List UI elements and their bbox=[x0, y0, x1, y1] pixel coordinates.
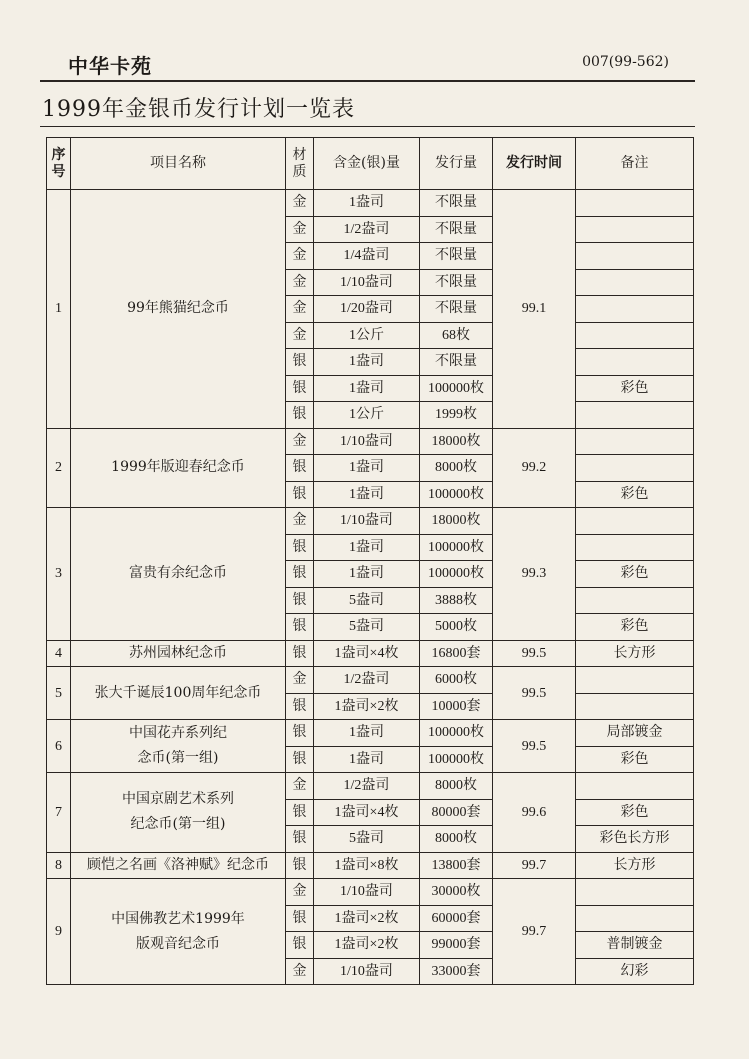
quantity-cell: 18000枚 bbox=[420, 428, 493, 455]
note-cell bbox=[576, 296, 694, 323]
item-name-cell: 苏州园林纪念币 bbox=[71, 640, 286, 667]
issue-date-cell: 99.5 bbox=[493, 667, 576, 720]
material-cell: 银 bbox=[286, 455, 314, 482]
quantity-cell: 不限量 bbox=[420, 269, 493, 296]
material-cell: 银 bbox=[286, 826, 314, 853]
note-cell bbox=[576, 428, 694, 455]
material-cell: 银 bbox=[286, 720, 314, 747]
quantity-cell: 3888枚 bbox=[420, 587, 493, 614]
issue-date-cell: 99.7 bbox=[493, 879, 576, 985]
material-cell: 银 bbox=[286, 693, 314, 720]
note-cell: 彩色 bbox=[576, 375, 694, 402]
weight-cell: 1盎司 bbox=[314, 561, 420, 588]
note-cell bbox=[576, 349, 694, 376]
note-cell: 彩色 bbox=[576, 481, 694, 508]
material-cell: 银 bbox=[286, 640, 314, 667]
weight-cell: 1/10盎司 bbox=[314, 958, 420, 985]
header-material: 材质 bbox=[286, 138, 314, 190]
note-cell: 彩色 bbox=[576, 561, 694, 588]
quantity-cell: 100000枚 bbox=[420, 720, 493, 747]
material-cell: 银 bbox=[286, 799, 314, 826]
item-name-cell: 中国花卉系列纪念币(第一组) bbox=[71, 720, 286, 773]
title-divider bbox=[40, 126, 695, 127]
item-name-cell: 中国京剧艺术系列纪念币(第一组) bbox=[71, 773, 286, 853]
note-cell bbox=[576, 905, 694, 932]
note-cell bbox=[576, 508, 694, 535]
quantity-cell: 不限量 bbox=[420, 216, 493, 243]
item-name-cell: 富贵有余纪念币 bbox=[71, 508, 286, 641]
table-row bbox=[47, 720, 694, 747]
material-cell: 金 bbox=[286, 667, 314, 694]
brand-label: 中华卡苑 bbox=[68, 54, 152, 78]
note-cell bbox=[576, 243, 694, 270]
material-cell: 银 bbox=[286, 534, 314, 561]
material-cell: 银 bbox=[286, 587, 314, 614]
table-row bbox=[47, 667, 694, 694]
issue-date-cell: 99.1 bbox=[493, 190, 576, 429]
quantity-cell: 不限量 bbox=[420, 243, 493, 270]
material-cell: 银 bbox=[286, 932, 314, 959]
note-cell bbox=[576, 322, 694, 349]
weight-cell: 1盎司 bbox=[314, 349, 420, 376]
weight-cell: 1盎司×4枚 bbox=[314, 799, 420, 826]
table-row bbox=[47, 773, 694, 800]
weight-cell: 1盎司 bbox=[314, 190, 420, 217]
note-cell bbox=[576, 879, 694, 906]
quantity-cell: 8000枚 bbox=[420, 455, 493, 482]
table-header-row bbox=[47, 138, 694, 190]
weight-cell: 1/4盎司 bbox=[314, 243, 420, 270]
weight-cell: 1公斤 bbox=[314, 402, 420, 429]
quantity-cell: 10000套 bbox=[420, 693, 493, 720]
quantity-cell: 不限量 bbox=[420, 190, 493, 217]
material-cell: 金 bbox=[286, 190, 314, 217]
weight-cell: 1盎司 bbox=[314, 720, 420, 747]
quantity-cell: 8000枚 bbox=[420, 826, 493, 853]
quantity-cell: 80000套 bbox=[420, 799, 493, 826]
header-no: 序号 bbox=[47, 138, 71, 190]
issue-date-cell: 99.2 bbox=[493, 428, 576, 508]
item-name-cell: 张大千诞辰100周年纪念币 bbox=[71, 667, 286, 720]
quantity-cell: 100000枚 bbox=[420, 481, 493, 508]
weight-cell: 1/2盎司 bbox=[314, 773, 420, 800]
note-cell bbox=[576, 455, 694, 482]
note-cell: 长方形 bbox=[576, 640, 694, 667]
item-no-cell: 5 bbox=[47, 667, 71, 720]
weight-cell: 1盎司 bbox=[314, 375, 420, 402]
weight-cell: 1盎司×2枚 bbox=[314, 932, 420, 959]
note-cell: 幻彩 bbox=[576, 958, 694, 985]
quantity-cell: 100000枚 bbox=[420, 746, 493, 773]
note-cell bbox=[576, 693, 694, 720]
material-cell: 金 bbox=[286, 428, 314, 455]
header-name: 项目名称 bbox=[71, 138, 286, 190]
issue-plan-table bbox=[46, 137, 694, 985]
material-cell: 金 bbox=[286, 773, 314, 800]
note-cell bbox=[576, 667, 694, 694]
weight-cell: 1盎司×4枚 bbox=[314, 640, 420, 667]
table-row bbox=[47, 190, 694, 217]
weight-cell: 5盎司 bbox=[314, 587, 420, 614]
note-cell bbox=[576, 216, 694, 243]
quantity-cell: 30000枚 bbox=[420, 879, 493, 906]
material-cell: 金 bbox=[286, 216, 314, 243]
header-quantity: 发行量 bbox=[420, 138, 493, 190]
document-code: 007(99-562) bbox=[582, 54, 669, 70]
material-cell: 金 bbox=[286, 322, 314, 349]
quantity-cell: 18000枚 bbox=[420, 508, 493, 535]
note-cell: 彩色长方形 bbox=[576, 826, 694, 853]
weight-cell: 1盎司 bbox=[314, 481, 420, 508]
table-row bbox=[47, 428, 694, 455]
note-cell bbox=[576, 190, 694, 217]
issue-date-cell: 99.3 bbox=[493, 508, 576, 641]
note-cell: 彩色 bbox=[576, 799, 694, 826]
item-no-cell: 3 bbox=[47, 508, 71, 641]
quantity-cell: 不限量 bbox=[420, 296, 493, 323]
weight-cell: 1/20盎司 bbox=[314, 296, 420, 323]
item-name-cell: 顾恺之名画《洛神赋》纪念币 bbox=[71, 852, 286, 879]
page-title: 1999年金银币发行计划一览表 bbox=[42, 97, 355, 122]
quantity-cell: 1999枚 bbox=[420, 402, 493, 429]
material-cell: 银 bbox=[286, 481, 314, 508]
page-header bbox=[40, 44, 695, 82]
material-cell: 金 bbox=[286, 958, 314, 985]
header-note: 备注 bbox=[576, 138, 694, 190]
material-cell: 银 bbox=[286, 561, 314, 588]
note-cell bbox=[576, 269, 694, 296]
item-no-cell: 2 bbox=[47, 428, 71, 508]
note-cell: 彩色 bbox=[576, 614, 694, 641]
quantity-cell: 13800套 bbox=[420, 852, 493, 879]
quantity-cell: 100000枚 bbox=[420, 375, 493, 402]
table-body bbox=[47, 190, 694, 985]
material-cell: 金 bbox=[286, 269, 314, 296]
header-date: 发行时间 bbox=[493, 138, 576, 190]
quantity-cell: 8000枚 bbox=[420, 773, 493, 800]
material-cell: 金 bbox=[286, 296, 314, 323]
note-cell bbox=[576, 402, 694, 429]
weight-cell: 1盎司×2枚 bbox=[314, 905, 420, 932]
quantity-cell: 33000套 bbox=[420, 958, 493, 985]
item-name-cell: 1999年版迎春纪念币 bbox=[71, 428, 286, 508]
material-cell: 银 bbox=[286, 614, 314, 641]
table-row bbox=[47, 879, 694, 906]
material-cell: 银 bbox=[286, 349, 314, 376]
weight-cell: 1/10盎司 bbox=[314, 269, 420, 296]
weight-cell: 1公斤 bbox=[314, 322, 420, 349]
table-row bbox=[47, 508, 694, 535]
quantity-cell: 99000套 bbox=[420, 932, 493, 959]
item-no-cell: 6 bbox=[47, 720, 71, 773]
issue-date-cell: 99.7 bbox=[493, 852, 576, 879]
item-no-cell: 8 bbox=[47, 852, 71, 879]
item-no-cell: 1 bbox=[47, 190, 71, 429]
weight-cell: 1/2盎司 bbox=[314, 667, 420, 694]
note-cell bbox=[576, 534, 694, 561]
item-name-cell: 中国佛教艺术1999年版观音纪念币 bbox=[71, 879, 286, 985]
quantity-cell: 不限量 bbox=[420, 349, 493, 376]
weight-cell: 5盎司 bbox=[314, 614, 420, 641]
note-cell: 普制镀金 bbox=[576, 932, 694, 959]
material-cell: 金 bbox=[286, 508, 314, 535]
table-row bbox=[47, 852, 694, 879]
item-no-cell: 4 bbox=[47, 640, 71, 667]
quantity-cell: 100000枚 bbox=[420, 534, 493, 561]
weight-cell: 1盎司 bbox=[314, 534, 420, 561]
material-cell: 银 bbox=[286, 746, 314, 773]
quantity-cell: 60000套 bbox=[420, 905, 493, 932]
weight-cell: 1/10盎司 bbox=[314, 879, 420, 906]
note-cell: 长方形 bbox=[576, 852, 694, 879]
quantity-cell: 16800套 bbox=[420, 640, 493, 667]
note-cell: 局部镀金 bbox=[576, 720, 694, 747]
material-cell: 金 bbox=[286, 879, 314, 906]
material-cell: 金 bbox=[286, 243, 314, 270]
quantity-cell: 68枚 bbox=[420, 322, 493, 349]
weight-cell: 1盎司 bbox=[314, 455, 420, 482]
weight-cell: 1/10盎司 bbox=[314, 428, 420, 455]
table-row bbox=[47, 640, 694, 667]
item-no-cell: 7 bbox=[47, 773, 71, 853]
quantity-cell: 5000枚 bbox=[420, 614, 493, 641]
weight-cell: 1/2盎司 bbox=[314, 216, 420, 243]
weight-cell: 5盎司 bbox=[314, 826, 420, 853]
item-no-cell: 9 bbox=[47, 879, 71, 985]
material-cell: 银 bbox=[286, 375, 314, 402]
issue-date-cell: 99.5 bbox=[493, 640, 576, 667]
material-cell: 银 bbox=[286, 852, 314, 879]
weight-cell: 1盎司×8枚 bbox=[314, 852, 420, 879]
material-cell: 银 bbox=[286, 402, 314, 429]
note-cell: 彩色 bbox=[576, 746, 694, 773]
weight-cell: 1盎司×2枚 bbox=[314, 693, 420, 720]
issue-date-cell: 99.5 bbox=[493, 720, 576, 773]
issue-date-cell: 99.6 bbox=[493, 773, 576, 853]
note-cell bbox=[576, 587, 694, 614]
item-name-cell: 99年熊猫纪念币 bbox=[71, 190, 286, 429]
weight-cell: 1盎司 bbox=[314, 746, 420, 773]
note-cell bbox=[576, 773, 694, 800]
quantity-cell: 6000枚 bbox=[420, 667, 493, 694]
header-weight: 含金(银)量 bbox=[314, 138, 420, 190]
material-cell: 银 bbox=[286, 905, 314, 932]
quantity-cell: 100000枚 bbox=[420, 561, 493, 588]
weight-cell: 1/10盎司 bbox=[314, 508, 420, 535]
